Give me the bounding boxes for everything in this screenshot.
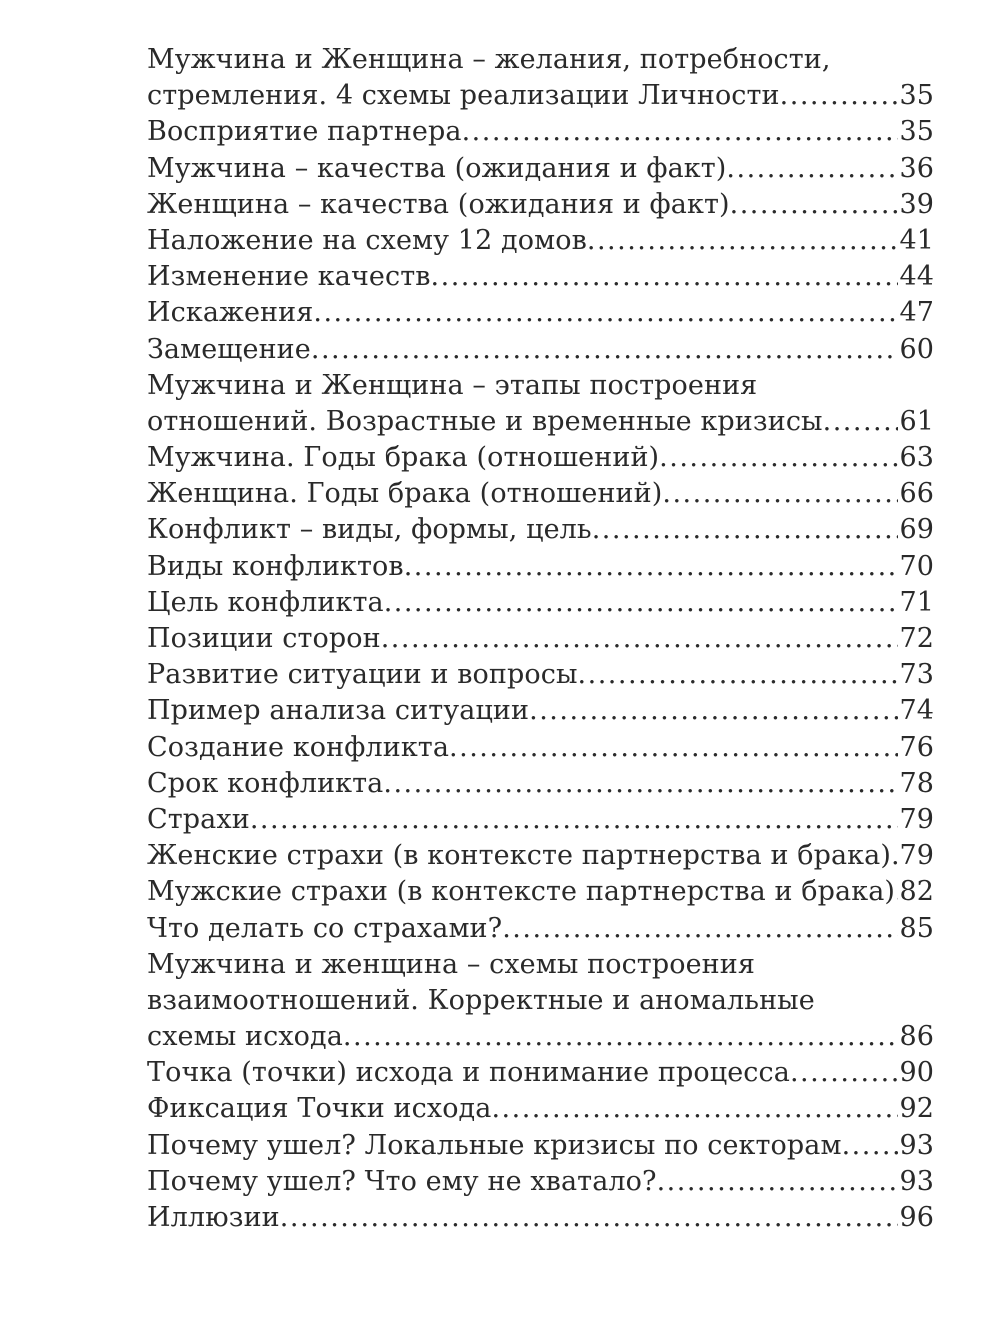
toc-entry-title: схемы исхода <box>147 1021 343 1053</box>
toc-entry <box>147 368 934 440</box>
toc-entry-line <box>147 42 934 78</box>
toc-page-number: 74 <box>899 695 934 727</box>
dot-leader <box>431 259 899 295</box>
toc-page-number: 96 <box>899 1202 934 1233</box>
toc-entry-title: Изменение качеств <box>147 261 431 293</box>
toc-entry-title: Замещение <box>147 333 311 365</box>
dot-leader <box>462 114 899 150</box>
toc-entry <box>147 223 934 259</box>
dot-leader <box>250 802 899 838</box>
toc-page-number: 36 <box>899 152 934 184</box>
toc-entry-line-with-page <box>147 78 934 114</box>
toc-entry-title: Цель конфликта <box>147 586 384 618</box>
toc-entry-line <box>147 947 934 983</box>
toc-entry <box>147 621 934 657</box>
toc-page-number: 41 <box>899 224 934 256</box>
toc-entry <box>147 151 934 187</box>
toc-entry-line-with-page <box>147 911 934 947</box>
toc-page-number: 44 <box>899 261 934 293</box>
toc-entry <box>147 802 934 838</box>
toc-entry-title: Иллюзии <box>147 1202 280 1233</box>
toc-page-number: 79 <box>899 803 934 835</box>
toc-page-number: 66 <box>899 478 934 510</box>
toc-entry-line-with-page <box>147 223 934 259</box>
toc-entry-title: Восприятие партнера <box>147 116 462 148</box>
toc-page-number: 79 <box>899 840 934 872</box>
toc-page-number: 63 <box>899 442 934 474</box>
toc-entry-line <box>147 983 934 1019</box>
toc-page-number: 71 <box>899 586 934 618</box>
toc-page-number: 86 <box>899 1021 934 1053</box>
dot-leader <box>662 476 898 512</box>
toc-entry <box>147 730 934 766</box>
toc-entry-line-with-page <box>147 1128 934 1164</box>
toc-entry-title: Конфликт – виды, формы, цель <box>147 514 592 546</box>
toc-entry <box>147 114 934 150</box>
toc-entry-line-with-page <box>147 151 934 187</box>
toc-entry-title: Позиции сторон <box>147 623 381 654</box>
toc-entry-line-with-page <box>147 1164 934 1200</box>
toc-entry-title: Фиксация Точки исхода <box>147 1093 492 1125</box>
toc-entry-line-with-page <box>147 476 934 512</box>
toc-entry-title: Мужчина. Годы брака (отношений) <box>147 442 660 474</box>
toc-entry-title: Женщина. Годы брака (отношений) <box>147 478 663 510</box>
toc-entry-line-with-page <box>147 585 934 621</box>
toc-entry-title: Мужские страхи (в контексте партнерства и брака) <box>147 876 896 908</box>
toc-entry-line-with-page <box>147 766 934 802</box>
toc-entry-line-with-page <box>147 549 934 585</box>
dot-leader <box>730 187 899 223</box>
toc-page-number: 93 <box>899 1165 934 1197</box>
toc-entry <box>147 187 934 223</box>
dot-leader <box>823 404 899 440</box>
toc-entry-line-with-page <box>147 874 934 910</box>
toc-page-number: 72 <box>899 623 934 654</box>
toc-entry-line-with-page <box>147 440 934 476</box>
toc-entry-title: Создание конфликта <box>147 731 450 763</box>
toc-entry <box>147 1164 934 1200</box>
toc-entry <box>147 1091 934 1127</box>
toc-entry-line-with-page <box>147 730 934 766</box>
dot-leader <box>449 730 898 766</box>
toc-page-number: 73 <box>899 659 934 691</box>
dot-leader <box>842 1128 899 1164</box>
toc-page-number: 93 <box>899 1129 934 1161</box>
dot-leader <box>529 693 898 729</box>
toc-entry-line-with-page <box>147 512 934 548</box>
dot-leader <box>587 223 899 259</box>
toc-entry-line-with-page <box>147 295 934 331</box>
toc-entry-title: Женские страхи (в контексте партнерства и брака) <box>147 840 891 872</box>
toc-entry-title: отношений. Возрастные и временные кризисы <box>147 405 823 437</box>
toc-entry-line-with-page <box>147 802 934 838</box>
toc-page-number: 76 <box>899 731 934 763</box>
toc-entry-line-with-page <box>147 657 934 693</box>
dot-leader <box>790 1055 899 1091</box>
table-of-contents <box>147 42 934 1236</box>
toc-page-number: 60 <box>899 333 934 365</box>
toc-entry-line-with-page <box>147 332 934 368</box>
toc-entry <box>147 693 934 729</box>
toc-entry-title: стремления. 4 схемы реализации Личности <box>147 80 780 112</box>
toc-page-number: 47 <box>899 297 934 329</box>
dot-leader <box>343 1019 899 1055</box>
dot-leader <box>280 1200 899 1236</box>
toc-entry <box>147 259 934 295</box>
toc-page-number: 78 <box>899 767 934 799</box>
toc-page-number: 39 <box>899 188 934 220</box>
dot-leader <box>659 440 898 476</box>
toc-entry-line-with-page <box>147 259 934 295</box>
toc-entry <box>147 332 934 368</box>
toc-entry-title: Виды конфликтов <box>147 550 404 582</box>
toc-page-number: 82 <box>899 876 934 908</box>
toc-entry-title: Точка (точки) исхода и понимание процесса <box>147 1057 790 1089</box>
toc-entry-title: Мужчина и Женщина – этапы построения <box>147 369 758 401</box>
toc-entry-line-with-page <box>147 1091 934 1127</box>
toc-entry <box>147 42 934 114</box>
toc-entry-line-with-page <box>147 621 934 657</box>
dot-leader <box>384 585 899 621</box>
toc-entry <box>147 585 934 621</box>
dot-leader <box>311 332 899 368</box>
toc-entry-line-with-page <box>147 1200 934 1236</box>
toc-entry-title: Почему ушел? Локальные кризисы по секторам <box>147 1129 842 1161</box>
toc-entry-line-with-page <box>147 114 934 150</box>
toc-entry-title: Мужчина – качества (ожидания и факт) <box>147 152 727 184</box>
toc-entry-line-with-page <box>147 187 934 223</box>
toc-entry <box>147 476 934 512</box>
toc-entry-title: Мужчина и женщина – схемы построения <box>147 948 755 980</box>
toc-entry-title: Срок конфликта <box>147 767 384 799</box>
toc-page-number: 70 <box>899 550 934 582</box>
toc-page-number: 90 <box>899 1057 934 1089</box>
toc-entry-line-with-page <box>147 693 934 729</box>
toc-entry <box>147 874 934 910</box>
toc-entry <box>147 295 934 331</box>
toc-entry <box>147 838 934 874</box>
toc-entry-title: Страхи <box>147 803 250 835</box>
toc-entry-title: Что делать со страхами? <box>147 912 503 944</box>
toc-entry-line-with-page <box>147 404 934 440</box>
toc-entry <box>147 1055 934 1091</box>
toc-entry <box>147 549 934 585</box>
toc-entry-line-with-page <box>147 838 934 874</box>
toc-entry-line-with-page <box>147 1055 934 1091</box>
dot-leader <box>578 657 899 693</box>
toc-entry-line <box>147 368 934 404</box>
dot-leader <box>491 1091 898 1127</box>
toc-entry-title: Мужчина и Женщина – желания, потребности, <box>147 44 831 75</box>
toc-entry-title: Развитие ситуации и вопросы <box>147 659 578 691</box>
toc-page-number: 85 <box>899 912 934 944</box>
toc-entry-line-with-page <box>147 1019 934 1055</box>
dot-leader <box>404 549 899 585</box>
toc-page-number: 69 <box>899 514 934 546</box>
toc-page-number: 35 <box>899 80 934 112</box>
toc-entry <box>147 512 934 548</box>
dot-leader <box>780 78 899 114</box>
toc-entry-title: взаимоотношений. Корректные и аномальные <box>147 984 815 1016</box>
toc-entry-title: Женщина – качества (ожидания и факт) <box>147 188 730 220</box>
toc-entry-title: Наложение на схему 12 домов <box>147 224 587 256</box>
toc-entry <box>147 766 934 802</box>
toc-entry-title: Пример анализа ситуации <box>147 695 530 727</box>
dot-leader <box>381 621 899 657</box>
toc-page-number: 92 <box>899 1093 934 1125</box>
dot-leader <box>726 151 898 187</box>
toc-page-number: 35 <box>899 116 934 148</box>
dot-leader <box>657 1164 899 1200</box>
dot-leader <box>592 512 899 548</box>
dot-leader <box>313 295 898 331</box>
toc-entry <box>147 440 934 476</box>
dot-leader <box>502 911 898 947</box>
toc-entry <box>147 911 934 947</box>
dot-leader <box>891 838 898 874</box>
toc-entry <box>147 1128 934 1164</box>
toc-page-number: 61 <box>899 405 934 437</box>
toc-entry-title: Почему ушел? Что ему не хватало? <box>147 1165 657 1197</box>
toc-entry-title: Искажения <box>147 297 314 329</box>
dot-leader <box>383 766 898 802</box>
toc-entry <box>147 657 934 693</box>
toc-entry <box>147 947 934 1056</box>
toc-entry <box>147 1200 934 1236</box>
